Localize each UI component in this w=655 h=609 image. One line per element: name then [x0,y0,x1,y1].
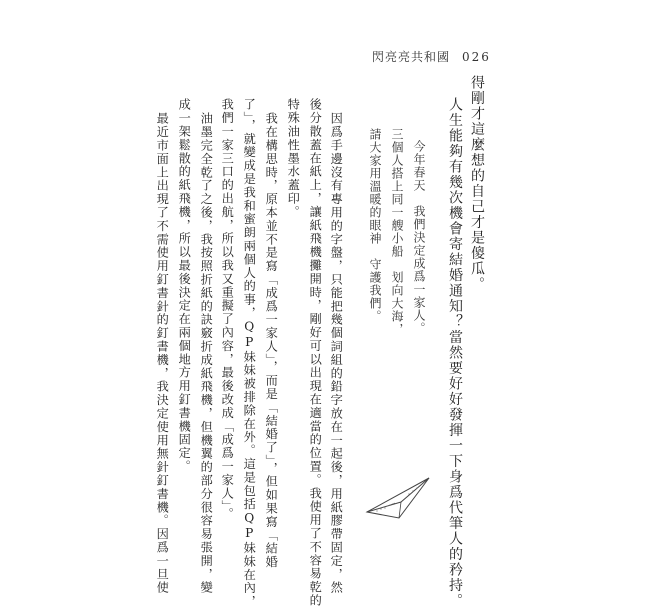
text-column: 因爲手邊沒有專用的字盤，只能把幾個詞組的鉛字放在一起後，用紙膠帶固定，然 [329,112,344,595]
text-column: 人生能夠有幾次機會寄結婚通知？當然要好好發揮一下身爲代筆人的矜持。 [447,97,463,609]
paper-plane-icon [365,472,435,524]
poem-line: 今年春天 我們決定成爲一家人。 [412,140,426,335]
running-header [372,48,491,65]
poem-line: 請大家用溫暖的眼神 守護我們。 [368,128,382,323]
text-column: 我們一家三口的出航，所以我又重擬了內容，最後改成「成爲一家人」。 [220,98,235,521]
text-column: 後分散蓋在紙上，讓紙飛機攤開時，剛好可以出現在適當的位置。我使用了不容易乾的 [308,98,323,608]
page-number: 026 [462,50,491,64]
text-column: 特殊油性墨水蓋印。 [286,98,301,219]
text-column: 成一架鬆散的紙飛機，所以最後決定在兩個地方用釘書機固定。 [177,98,192,474]
text-column: 得剛才這麼想的自己才是傻瓜。 [469,75,485,292]
text-column: 油墨完全乾了之後，我按照折紙的訣竅折成紙飛機，但機翼的部分很容易張開，變 [199,112,214,595]
text-column: 我在構思時，原本並不是寫「成爲一家人」，而是「結婚了」，但如果寫「結婚 [264,112,279,569]
poem-line: 三個人搭上同一艘小船 划向大海， [390,128,404,336]
book-title: 閃亮亮共和國 [372,50,451,64]
text-column: 了」，就變成是我和蜜朗兩個人的事，QP妹妹被排除在外。這是包括QP妹妹在內， [242,98,257,609]
text-column: 最近市面上出現了不需使用釘書針的釘書機，我決定使用無針釘書機。因爲一旦使 [155,112,170,595]
